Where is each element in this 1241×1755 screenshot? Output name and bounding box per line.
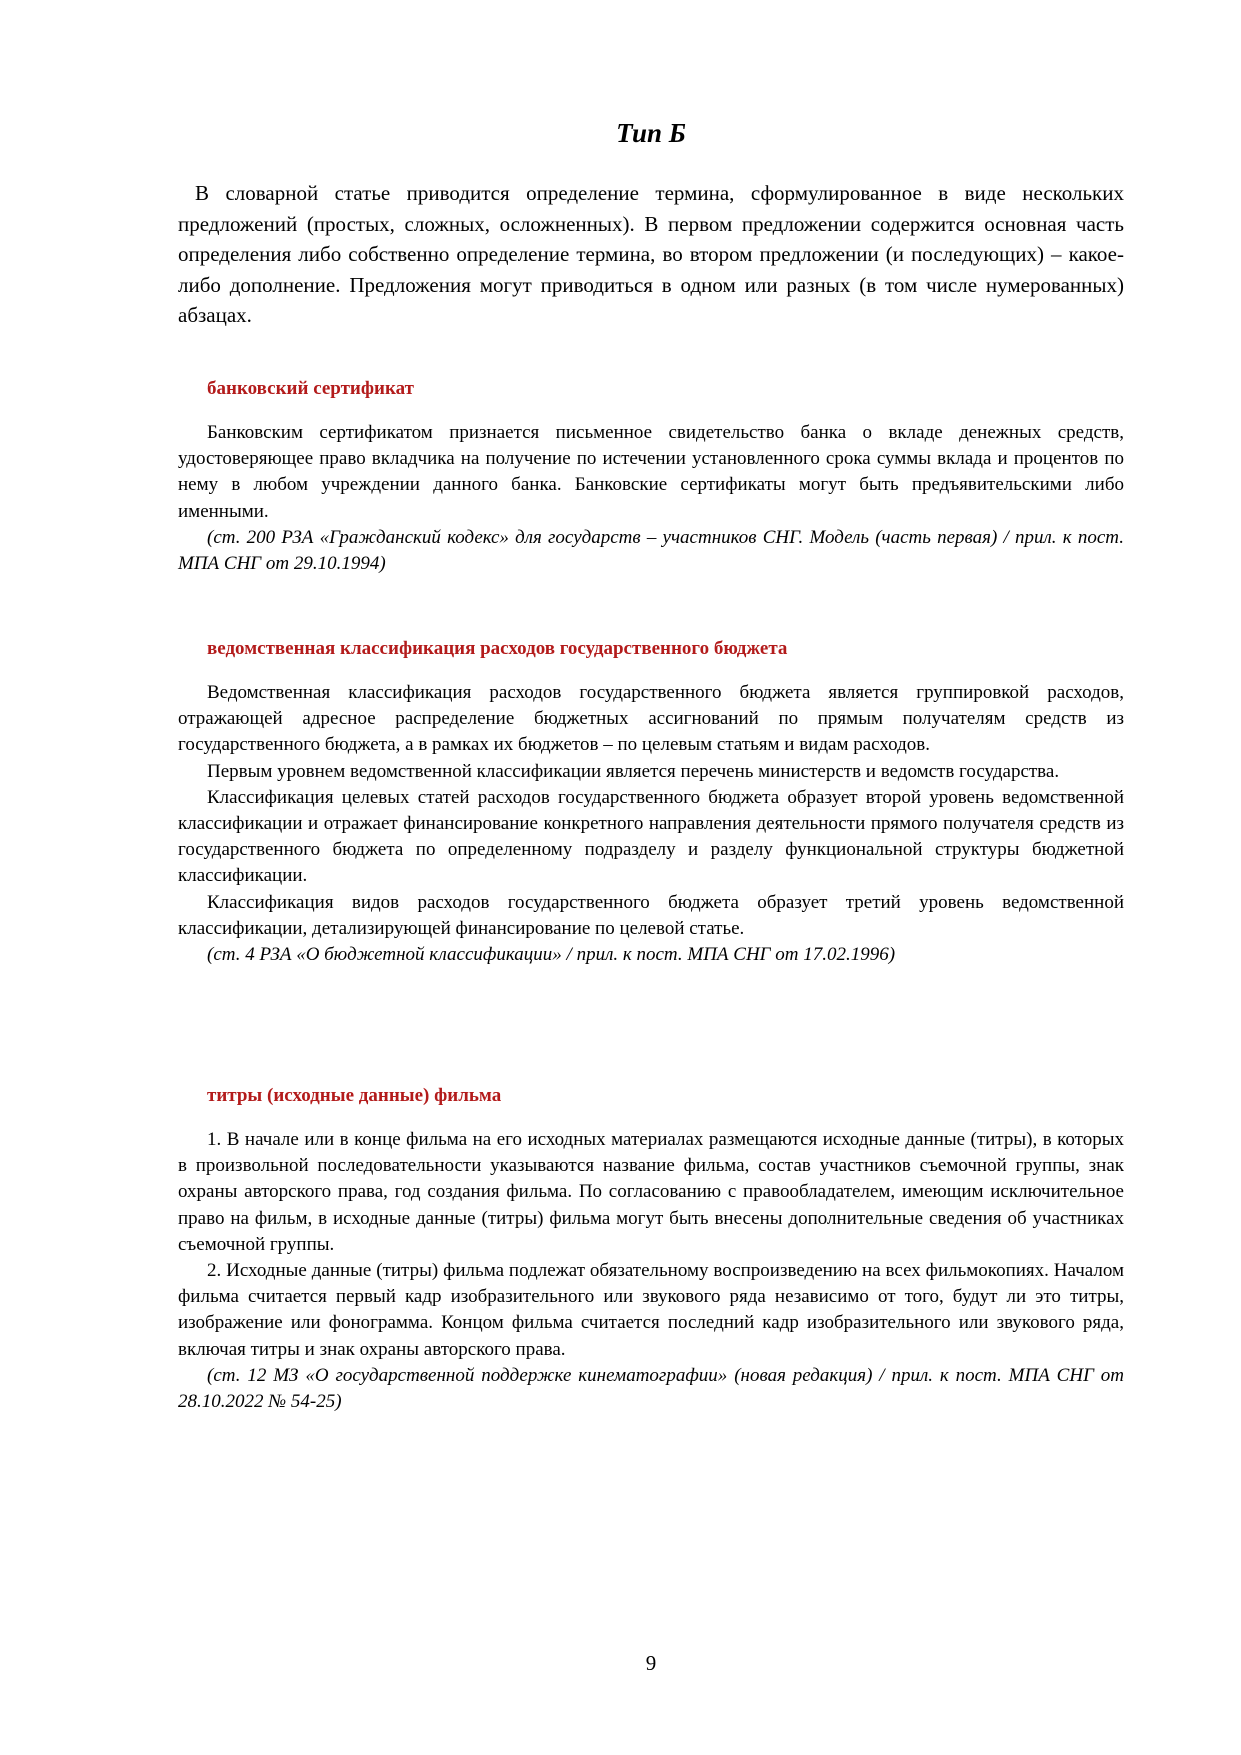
entry-definition-paragraph: 2. Исходные данные (титры) фильма подлежат обязательному воспроизведению на всех фильмокопиях. Началом фильма считается первый кадр изобразительного или звукового ряда независимо от того, будут ли это титры, изображение или фонограмма. Концом фильма считается последний кадр изобразительного или звукового ряда, включая титры и знак охраны авторского права.: [178, 1260, 1124, 1360]
page-number: 9: [645, 1651, 657, 1675]
dictionary-entry: [178, 636, 1124, 968]
entry-term: титры (исходные данные) фильма: [207, 1085, 502, 1106]
dictionary-entry: [178, 1083, 1124, 1415]
entry-source: (ст. 12 МЗ «О государственной поддержке кинематографии» (новая редакция) / прил. к пост. МПА СНГ от 28.10.2022 № 54-25): [178, 1364, 1124, 1413]
entry-definition-paragraph: Первым уровнем ведомственной классификации является перечень министерств и ведомств государства.: [207, 760, 1060, 782]
entry-source: (ст. 200 РЗА «Гражданский кодекс» для государств – участников СНГ. Модель (часть первая) / прил. к пост. МПА СНГ от 29.10.1994): [178, 526, 1124, 575]
dictionary-entry: [178, 376, 1124, 577]
entry-definition-paragraph: 1. В начале или в конце фильма на его исходных материалах размещаются исходные данные (титры), в которых в произвольной последовательности указываются название фильма, состав участников съемочной группы, знак охраны авторского права, год создания фильма. По согласованию с правообладателем, имеющим исключительное право на фильм, в исходные данные (титры) фильма могут быть внесены дополнительные сведения об участниках съемочной группы.: [178, 1129, 1124, 1255]
entry-definition-paragraph: Классификация видов расходов государственного бюджета образует третий уровень ведомственной классификации, детализирующей финансирование по целевой статье.: [178, 891, 1124, 939]
entry-term: ведомственная классификация расходов государственного бюджета: [207, 638, 788, 659]
section-title: Тип Б: [616, 118, 686, 148]
entry-definition-paragraph: Классификация целевых статей расходов государственного бюджета образует второй уровень ведомственной классификации и отражает финансирование конкретного направления деятельности прямого получателя средств из государственного бюджета по определенному подразделу и разделу функциональной структуры бюджетной классификации.: [178, 786, 1124, 887]
entry-definition-paragraph: Банковским сертификатом признается письменное свидетельство банка о вкладе денежных средств, удостоверяющее право вкладчика на получение по истечении установленного срока суммы вклада и процентов по нему в любом учреждении данного банка. Банковские сертификаты могут быть предъявительскими либо именными.: [178, 422, 1124, 522]
entry-term: банковский сертификат: [207, 378, 414, 399]
entry-definition-paragraph: Ведомственная классификация расходов государственного бюджета является группировкой расходов, отражающей адресное распределение бюджетных ассигнований по прямым получателям средств из государственного бюджета, а в рамках их бюджетов – по целевым статьям и видам расходов.: [178, 682, 1124, 756]
entry-source: (ст. 4 РЗА «О бюджетной классификации» / прил. к пост. МПА СНГ от 17.02.1996): [207, 944, 896, 966]
intro-paragraph: В словарной статье приводится определение термина, сформулированное в виде нескольких предложений (простых, сложных, осложненных). В первом предложении содержится основная часть определения либо собственно определение термина, во втором предложении (и последующих) – какое-либо дополнение. Предложения могут приводиться в одном или разных (в том числе нумерованных) абзацах.: [178, 181, 1124, 327]
